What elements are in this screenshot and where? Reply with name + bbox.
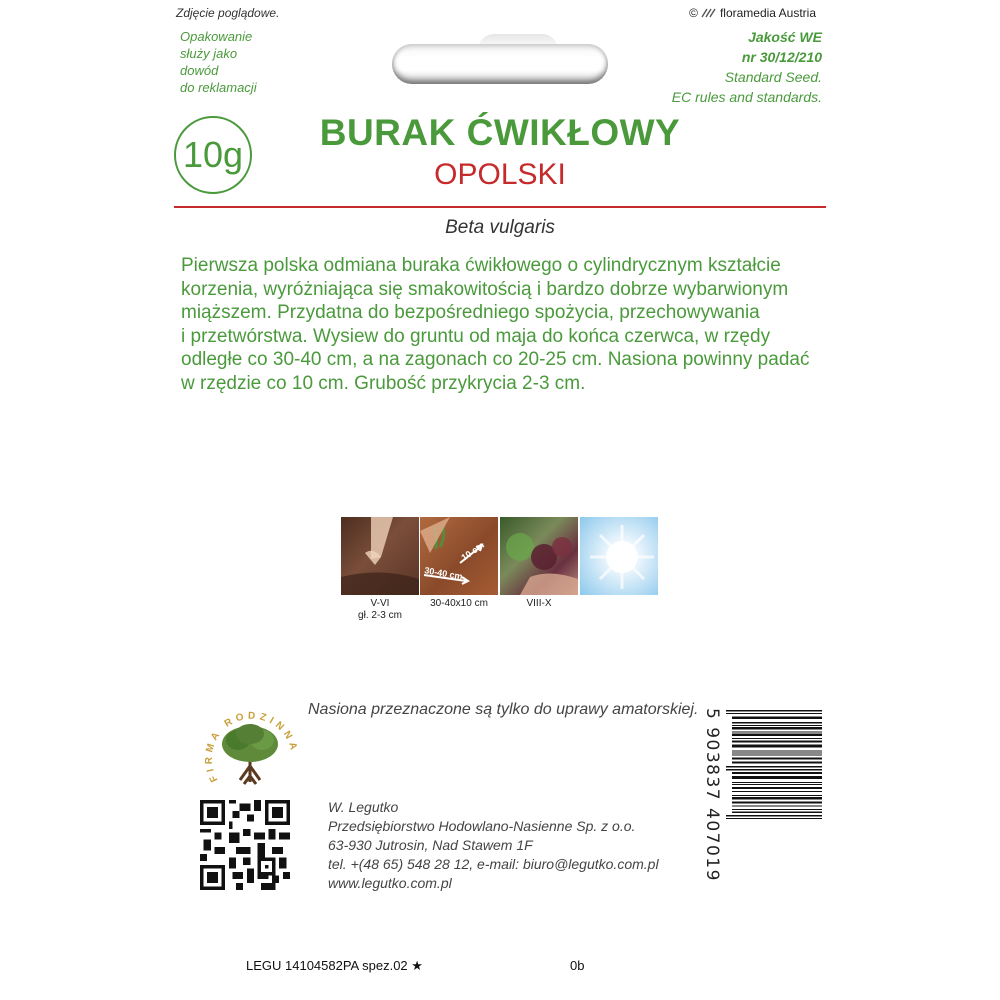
- barcode-bar: [732, 772, 822, 774]
- photo-note: Zdjęcie poglądowe.: [176, 6, 280, 20]
- description-line: miąższem. Przydatna do bezpośredniego spożycia, przechowywania: [181, 302, 760, 324]
- barcode: [726, 708, 822, 902]
- barcode-bar: [732, 762, 822, 764]
- footer-mark: 0b: [570, 958, 585, 973]
- weight-value: 10g: [182, 134, 244, 175]
- barcode-bar: [732, 811, 822, 813]
- sowing-caption-months: V-VI: [370, 598, 390, 609]
- product-description: [181, 254, 820, 396]
- barcode-bar: [732, 809, 822, 810]
- company-website[interactable]: www.legutko.com.pl: [328, 875, 452, 891]
- weight-badge: [174, 116, 252, 194]
- barcode-bar: [732, 716, 822, 719]
- barcode-bar: [732, 727, 822, 729]
- brand-credit: [689, 6, 816, 20]
- latin-name: Beta vulgaris: [445, 217, 555, 238]
- packaging-note-line: służy jako: [180, 46, 238, 61]
- spacing-label-row: 10 cm: [459, 539, 487, 563]
- sowing-caption-depth: gł. 2-3 cm: [358, 610, 402, 621]
- barcode-bar: [726, 818, 822, 819]
- barcode-bar: [726, 815, 822, 816]
- harvest-icon: [500, 517, 578, 595]
- sowing-icon: [341, 517, 419, 595]
- packaging-note: [180, 28, 300, 96]
- sowing-caption: [341, 598, 419, 622]
- packaging-note-line: Opakowanie: [180, 29, 253, 44]
- barcode-bar: [732, 797, 822, 799]
- description-line: i przetwórstwa. Wysiew do gruntu od maja do końca czerwca, w rzędy: [181, 325, 771, 347]
- brand-name: floramedia Austria: [719, 6, 816, 20]
- barcode-bar: [732, 791, 822, 792]
- product-code: LEGU 14104582PA spez.02 ★: [246, 958, 423, 973]
- company-name: Przedsiębiorstwo Hodowlano-Nasienne Sp. z o.o.: [328, 818, 636, 834]
- quality-title: Jakość WE: [748, 29, 822, 45]
- barcode-bar: [732, 734, 822, 736]
- spacing-caption: 30-40x10 cm: [430, 598, 488, 609]
- floramedia-logo-icon: [701, 8, 717, 18]
- amateur-use-disclaimer: Nasiona przeznaczone są tylko do uprawy amatorskiej.: [308, 701, 699, 718]
- company-address: 63-930 Jutrosin, Nad Stawem 1F: [328, 837, 533, 853]
- barcode-bar: [732, 755, 822, 756]
- barcode-bar: [726, 710, 822, 711]
- product-variety: OPOLSKI: [434, 158, 566, 191]
- barcode-bar: [732, 758, 822, 760]
- description-line: w rzędzie co 10 cm. Grubość przykrycia 2-3 cm.: [181, 372, 586, 394]
- company-owner: W. Legutko: [328, 799, 399, 815]
- spacing-label-between: 30-40 cm: [423, 565, 464, 582]
- barcode-bar: [732, 801, 822, 803]
- barcode-bar: [732, 738, 822, 739]
- quality-rules: EC rules and standards.: [671, 89, 822, 105]
- barcode-bar: [732, 725, 822, 726]
- quality-number: nr 30/12/210: [741, 49, 822, 65]
- barcode-bar: [732, 745, 822, 748]
- copyright-symbol: ©: [689, 6, 698, 20]
- packaging-note-line: do reklamacji: [180, 80, 257, 95]
- barcode-bar: [732, 805, 822, 806]
- logo-text: FIRMA RODZINN: [204, 710, 296, 784]
- barcode-bar: [726, 766, 822, 767]
- product-name: BURAK ĆWIKŁOWY: [319, 112, 681, 153]
- company-info: [328, 798, 659, 893]
- qr-code[interactable]: [200, 800, 290, 890]
- company-contact[interactable]: tel. +(48 65) 548 28 12, e-mail: biuro@legutko.com.pl: [328, 856, 659, 872]
- quality-block: [672, 27, 822, 107]
- quality-standard: Standard Seed.: [724, 69, 822, 85]
- barcode-bar: [732, 750, 822, 751]
- barcode-bar: [732, 753, 822, 754]
- barcode-number: 5 903837 407019: [702, 708, 722, 882]
- harvest-caption: VIII-X: [526, 598, 552, 609]
- description-line: Pierwsza polska odmiana buraka ćwikłowego o cylindrycznym kształcie: [181, 255, 781, 276]
- packaging-note-line: dowód: [180, 63, 219, 78]
- description-line: korzenia, wyróżniająca się smakowitością i bardzo dobrze wybarwionym: [181, 278, 789, 300]
- sun-icon: [580, 517, 658, 595]
- description-line: odległe co 30-40 cm, a na zagonach co 20-25 cm. Nasiona powinny padać: [181, 349, 810, 371]
- barcode-bar: [732, 722, 822, 724]
- barcode-bar: [732, 782, 822, 783]
- barcode-bar: [732, 740, 822, 742]
- barcode-bar: [726, 769, 822, 770]
- barcode-bar: [732, 732, 822, 733]
- barcode-bar: [732, 795, 822, 796]
- barcode-bar: [732, 776, 822, 779]
- spacing-icon: [420, 517, 498, 595]
- hanger-slot: [392, 44, 608, 84]
- barcode-bar: [732, 784, 822, 785]
- barcode-bar: [732, 787, 822, 789]
- barcode-bar: [726, 713, 822, 714]
- family-company-logo: [204, 696, 298, 792]
- divider: [174, 206, 826, 208]
